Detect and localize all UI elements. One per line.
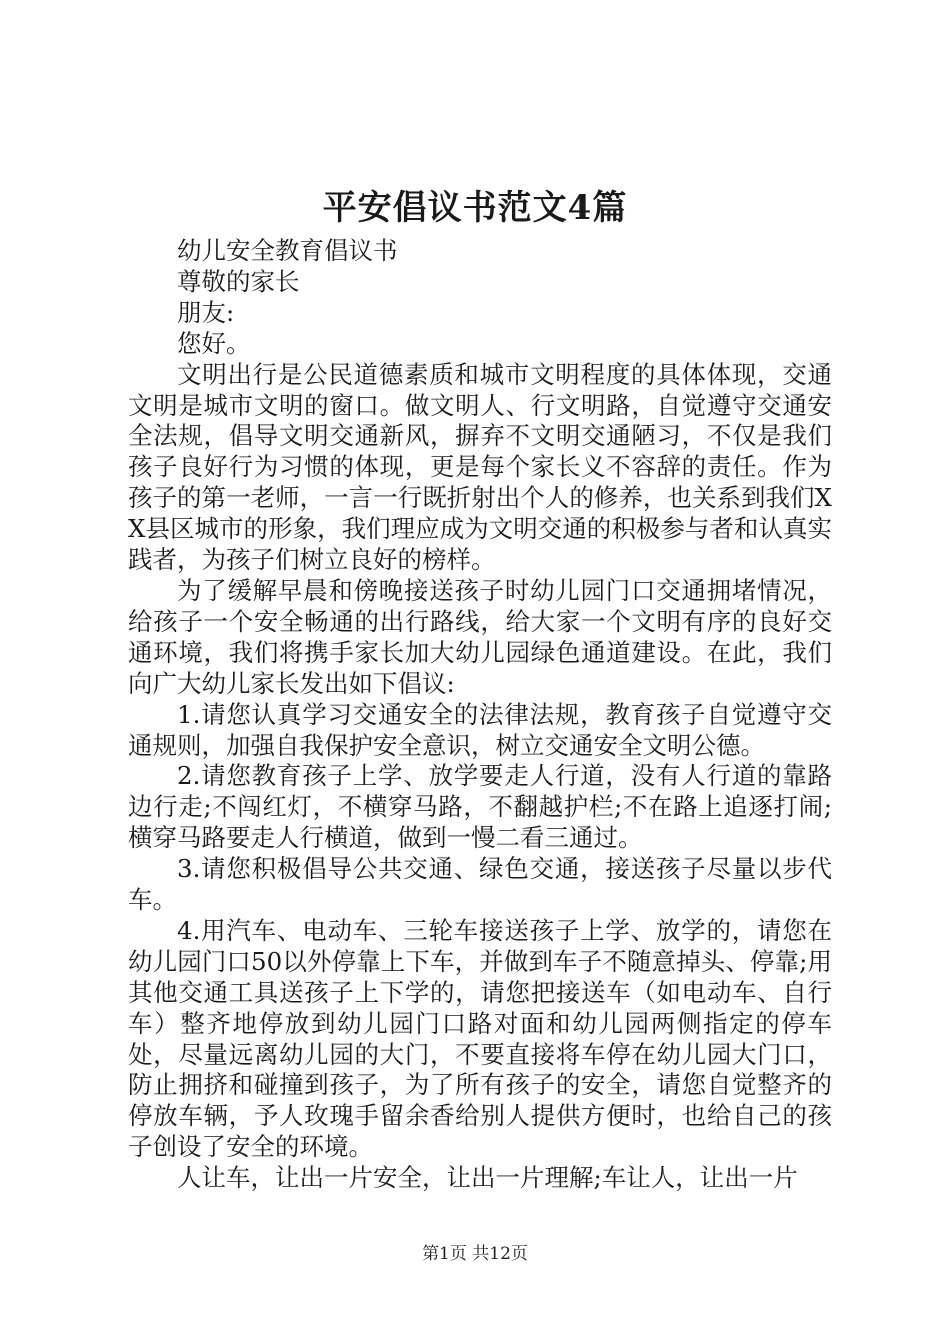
paragraph-salutation-cont: 朋友: [177, 297, 235, 327]
list-item: 4.用汽车、电动车、三轮车接送孩子上学、放学的，请您在幼儿园门口50以外停靠上下车，并做到车子不随意掉头、停靠;用其他交通工具送孩子上下学的，请您把接送车（如电动车、自行车）整齐地停放到幼儿园门口路对面和幼儿园两侧指定的停车处，尽量远离幼儿园的大门，不要直接将车停在幼儿园大门口，防止拥挤和碰撞到孩子，为了所有孩子的安全，请您自觉整齐的停放车辆，予人玫瑰手留余香给别人提供方便时，也给自己的孩子创设了安全的环境。 [128, 915, 832, 1162]
paragraph-heading: 幼儿安全教育倡议书 [177, 236, 398, 265]
paragraph: 文明出行是公民道德素质和城市文明程度的具体体现，交通文明是城市文明的窗口。做文明人、行文明路，自觉遵守交通安全法规，倡导文明交通新风，摒弃不文明交通陋习，不仅是我们孩子良好行为习惯的体现，更是每个家长义不容辞的责任。作为孩子的第一老师，一言一行既折射出个人的修养，也关系到我们XX县区城市的形象，我们理应成为文明交通的积极参与者和认真实践者，为孩子们树立良好的榜样。 [128, 359, 832, 575]
list-item: 1.请您认真学习交通安全的法律法规，教育孩子自觉遵守交通规则，加强自我保护安全意识，树立交通安全文明公德。 [128, 699, 832, 760]
paragraph: 人让车，让出一片安全，让出一片理解;车让人，让出一片 [177, 1163, 798, 1193]
list-item: 3.请您积极倡导公共交通、绿色交通，接送孩子尽量以步代车。 [128, 854, 832, 915]
document-title: 平安倡议书范文4篇 [322, 188, 628, 228]
paragraph-greeting: 您好。 [177, 328, 251, 358]
paragraph: 为了缓解早晨和傍晚接送孩子时幼儿园门口交通拥堵情况，给孩子一个安全畅通的出行路线，给大家一个文明有序的良好交通环境，我们将携手家长加大幼儿园绿色通道建设。在此，我们向广大幼儿家长发出如下倡议: [128, 575, 832, 698]
page-number-footer: 第1页 共12页 [422, 1244, 528, 1264]
document-body [128, 236, 832, 1194]
paragraph-salutation: 尊敬的家长 [177, 266, 300, 296]
list-item: 2.请您教育孩子上学、放学要走人行道，没有人行道的靠路边行走;不闯红灯，不横穿马路，不翻越护栏;不在路上追逐打闹;横穿马路要走人行横道，做到一慢二看三通过。 [128, 761, 832, 853]
